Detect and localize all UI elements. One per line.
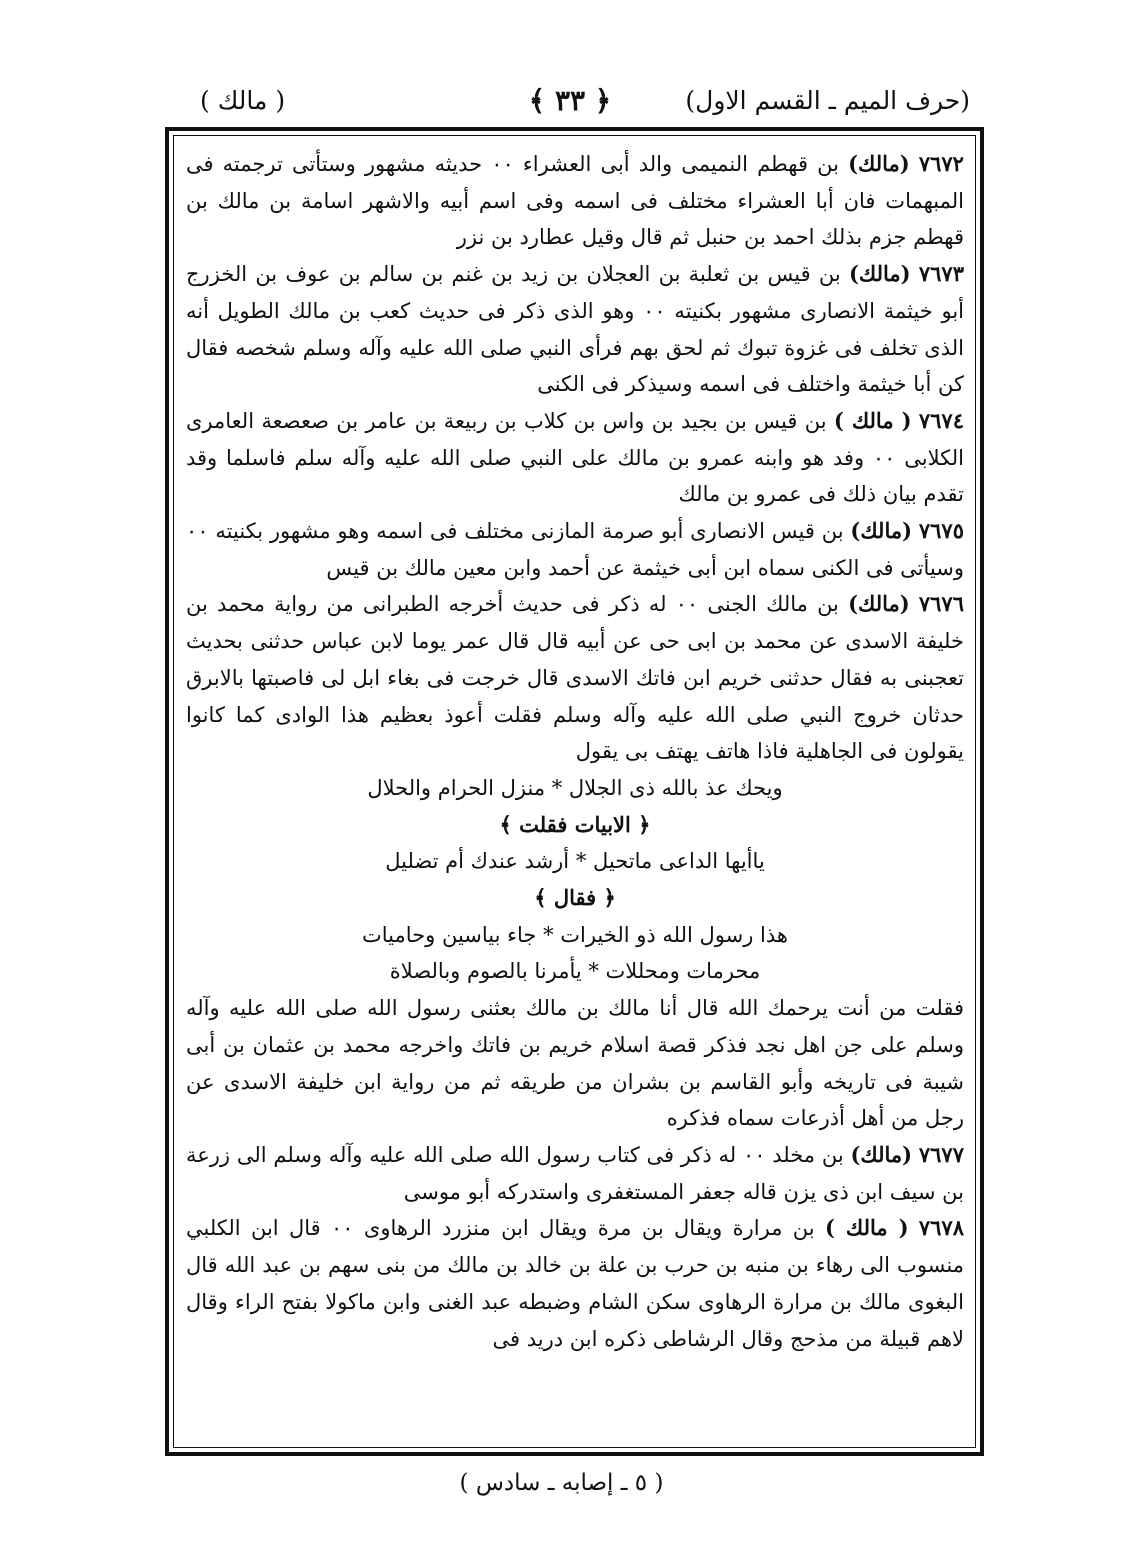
entry-7678: [186, 1210, 964, 1357]
entry-name: (مالك): [850, 518, 913, 544]
entry-name: ( مالك ): [824, 1215, 909, 1241]
entry-name: (مالك): [848, 151, 910, 176]
page-body: [186, 146, 964, 1357]
entry-7672: [186, 146, 964, 256]
entry-text: بن قهطم النميمى والد أبى العشراء ٠٠ حديثه مشهور وستأتى ترجمته فى المبهمات فان أبا العشراء مختلف فى اسمه وفى اسم أبيه والاشهر اسامة بن مالك بن قهطم جزم بذلك احمد بن حنبل ثم قال وقيل عطارد بن نزر: [186, 152, 964, 250]
entry-number: ٧٦٧٤: [918, 407, 964, 433]
verse-line: ياأيها الداعى ماتحيل * أرشد عندك أم تضليل: [385, 849, 765, 874]
entry-name: (مالك): [850, 1141, 913, 1167]
entry-name: (مالك): [848, 591, 910, 617]
page-number: ﴿ ٣٣ ﴾: [528, 84, 612, 117]
entry-7674: [186, 403, 964, 513]
verse-heading: ﴿ الابيات فقلت ﴾: [499, 811, 651, 837]
verse-line: هذا رسول الله ذو الخيرات * جاء بياسين وحاميات: [362, 922, 788, 947]
entry-number: ٧٦٧٢: [918, 151, 964, 176]
entry-name: (مالك): [848, 261, 911, 287]
entry-number: ٧٦٧٦: [918, 591, 964, 617]
entry-number: ٧٦٧٧: [918, 1141, 964, 1167]
verse-heading: ﴿ فقال ﴾: [534, 885, 616, 911]
entry-text: بن قيس بن ثعلبة بن العجلان بن زيد بن غنم بن سالم بن عوف بن الخزرج أبو خيثمة الانصارى مشهور بكنيته ٠٠ وهو الذى ذكر فى حديث كعب بن مالك الطويل أنه الذى تخلف فى غزوة تبوك ثم لحق بهم فرأى النبي صلى الله عليه وآله وسلم شخصه فقال كن أبا خيثمة واختلف فى اسمه وسيذكر فى الكنى: [186, 262, 964, 397]
page-footer: ( ٥ ـ إصابه ـ سادس ): [459, 1470, 664, 1496]
entry-7676-continuation: فقلت من أنت يرحمك الله قال أنا مالك بن مالك بعثنى رسول الله صلى الله عليه وآله وسلم على جن اهل نجد فذكر قصة اسلام خريم بن فاتك واخرجه محمد بن عثمان بن أبى شيبة فى تاريخه وأبو القاسم بن بشران من طريقه ثم من رواية ابن خليفة الاسدى عن رجل من أهل أذرعات سماه فذكره: [186, 996, 964, 1131]
entry-number: ٧٦٧٥: [918, 518, 964, 544]
verse-line: محرمات ومحللات * يأمرنا بالصوم وبالصلاة: [389, 959, 761, 984]
entry-number: ٧٦٧٣: [918, 261, 964, 287]
entry-7675: [186, 513, 964, 586]
verse-line: ويحك عذ بالله ذى الجلال * منزل الحرام والحلال: [367, 775, 783, 800]
entry-text: بن مرارة ويقال بن مرة ويقال ابن منزرد الرهاوى ٠٠ قال ابن الكلبي منسوب الى رهاء بن منبه بن حرب بن علة بن خالد بن مالك من بنى سهم بن عبد الله قال البغوى مالك بن مرارة الرهاوى سكن الشام وضبطه عبد الغنى وابن ماكولا بفتح الراء وقال لاهم قبيلة من مذحج وقال الرشاطى ذكره ابن دريد فى: [186, 1216, 964, 1351]
section-title: (حرف الميم ـ القسم الاول): [685, 86, 970, 115]
entry-number: ٧٦٧٨: [918, 1215, 964, 1241]
entry-text: بن قيس بن بجيد بن واس بن كلاب بن ربيعة بن عامر بن صعصعة العامرى الكلابى ٠٠ وفد هو وابنه عمرو بن مالك على النبي صلى الله عليه وآله سلم فاسلما وقد تقدم بيان ذلك فى عمرو بن مالك: [186, 408, 964, 507]
header-entry-name: ( مالك ): [200, 86, 286, 115]
entry-text: بن قيس الانصارى أبو صرمة المازنى مختلف فى اسمه وهو مشهور بكنيته ٠٠ وسيأتى فى الكنى سماه ابن أبى خيثمة عن أحمد وابن معين مالك بن قيس: [186, 519, 964, 580]
entry-7676: [186, 586, 964, 770]
entry-text: بن مخلد ٠٠ له ذكر فى كتاب رسول الله صلى الله عليه وآله وسلم الى زرعة بن سيف ابن ذى يزن قاله جعفر المستغفرى واستدركه أبو موسى: [186, 1142, 964, 1204]
entry-name: ( مالك ): [833, 407, 912, 433]
running-header: [160, 86, 970, 126]
entry-7677: [186, 1137, 964, 1210]
entry-text: بن مالك الجنى ٠٠ له ذكر فى حديث أخرجه الطبرانى من رواية محمد بن خليفة الاسدى عن محمد بن ابى حى عن أبيه قال قال عمر يوما لابن عباس حدثنى بحديث تعجبنى به فقال حدثنى خريم ابن فاتك الاسدى قال خرجت فى بغاء ابل لى فاصبتها بالابرق حدثان خروج النبي صلى الله عليه وآله وسلم فقلت أعوذ بعظيم هذا الوادى كما كانوا يقولون فى الجاهلية فاذا هاتف يهتف بى يقول: [186, 592, 964, 764]
entry-7673: [186, 256, 964, 403]
